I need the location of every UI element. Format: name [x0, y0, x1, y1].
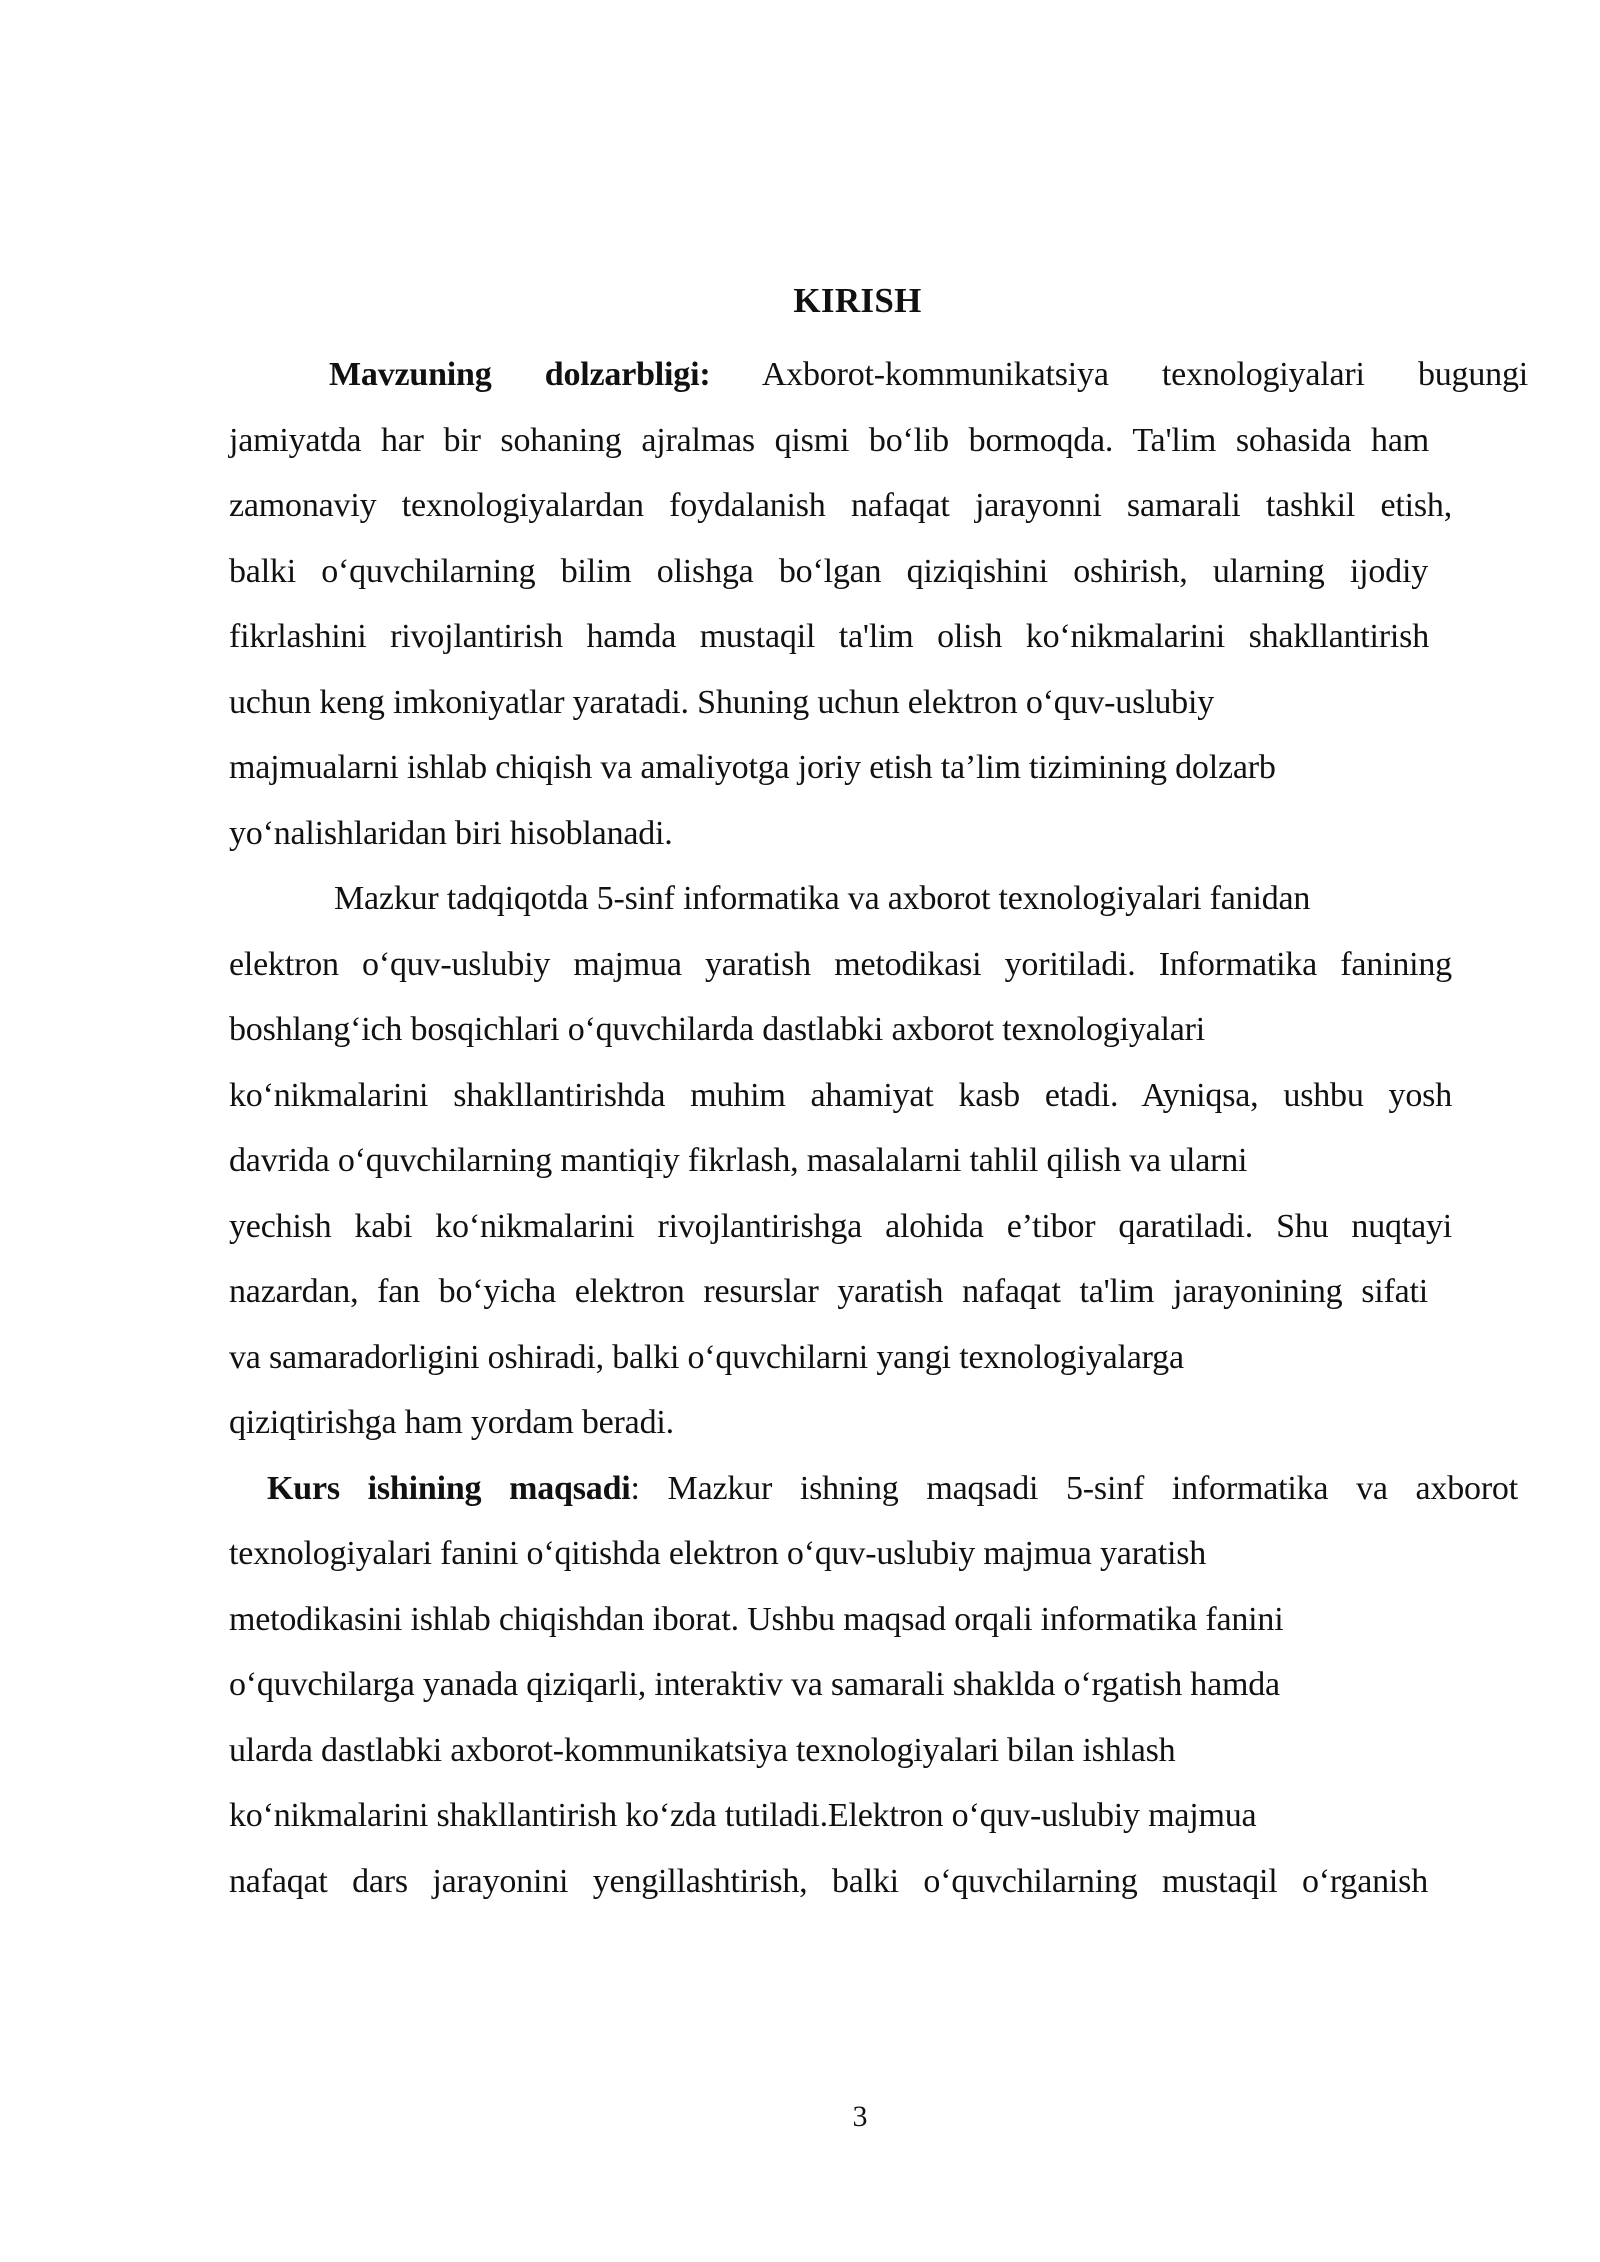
paragraph-line: ko‘nikmalarini shakllantirish ko‘zda tutiladi.Elektron o‘quv-uslubiy majmua — [229, 1797, 1257, 1834]
paragraph-lead-goal: Kurs ishining maqsadi — [267, 1469, 631, 1507]
paragraph-line: zamonaviy texnologiyalardan foydalanish nafaqat jarayonni samarali tashkil etish, — [229, 487, 1452, 524]
paragraph-line: metodikasini ishlab chiqishdan iborat. Ushbu maqsad orqali informatika fanini — [229, 1600, 1284, 1638]
paragraph-text: : Mazkur ishning maqsadi 5-sinf informatika va axborot — [630, 1469, 1518, 1507]
paragraph-line: boshlang‘ich bosqichlari o‘quvchilarda dastlabki axborot texnologiyalari — [229, 1011, 1206, 1048]
paragraph-line: Mazkur tadqiqotda 5-sinf informatika va axborot texnologiyalari fanidan — [334, 880, 1311, 917]
paragraph-line: uchun keng imkoniyatlar yaratadi. Shuning uchun elektron o‘quv-uslubiy — [229, 683, 1215, 721]
paragraph-line: balki o‘quvchilarning bilim olishga bo‘lgan qiziqishini oshirish, ularning ijodiy — [229, 552, 1428, 590]
paragraph-line — [229, 342, 1528, 408]
paragraph-line: elektron o‘quv-uslubiy majmua yaratish metodikasi yoritiladi. Informatika fanining — [229, 945, 1452, 983]
paragraph-line — [219, 1456, 1518, 1522]
paragraph-text: Axborot-kommunikatsiya texnologiyalari bugungi — [710, 356, 1528, 393]
paragraph-line: ko‘nikmalarini shakllantirishda muhim ahamiyat kasb etadi. Ayniqsa, ushbu yosh — [229, 1076, 1452, 1114]
page-number: 3 — [852, 2100, 868, 2133]
paragraph-line: majmualarni ishlab chiqish va amaliyotga joriy etish ta’lim tizimining dolzarb — [229, 749, 1276, 786]
paragraph-line: fikrlashini rivojlantirish hamda mustaqil ta'lim olish ko‘nikmalarini shakllantirish — [229, 618, 1429, 655]
paragraph-line: jamiyatda har bir sohaning ajralmas qismi bo‘lib bormoqda. Ta'lim sohasida ham — [229, 421, 1429, 459]
paragraph-line: nafaqat dars jarayonini yengillashtirish, balki o‘quvchilarning mustaqil o‘rganish — [229, 1862, 1428, 1900]
paragraph-line: davrida o‘quvchilarning mantiqiy fikrlash, masalalarni tahlil qilish va ularni — [229, 1142, 1248, 1179]
section-title: KIRISH — [793, 281, 922, 320]
paragraph-line: va samaradorligini oshiradi, balki o‘quvchilarni yangi texnologiyalarga — [229, 1338, 1184, 1376]
paragraph-line: yo‘nalishlaridan biri hisoblanadi. — [229, 814, 673, 852]
paragraph-lead-relevance: Mavzuning dolzarbligi: — [329, 356, 711, 393]
paragraph-line: nazardan, fan bo‘yicha elektron resurslar yaratish nafaqat ta'lim jarayonining sifati — [229, 1273, 1428, 1310]
paragraph-line: ularda dastlabki axborot-kommunikatsiya texnologiyalari bilan ishlash — [229, 1731, 1176, 1769]
paragraph-line: qiziqtirishga ham yordam beradi. — [229, 1404, 674, 1441]
paragraph-line: yechish kabi ko‘nikmalarini rivojlantirishga alohida e’tibor qaratiladi. Shu nuqtayi — [229, 1207, 1452, 1245]
body-text — [229, 342, 1528, 1914]
paragraph-line: o‘quvchilarga yanada qiziqarli, interaktiv va samarali shaklda o‘rgatish hamda — [229, 1666, 1280, 1703]
paragraph-line: texnologiyalari fanini o‘qitishda elektron o‘quv-uslubiy majmua yaratish — [229, 1535, 1207, 1572]
